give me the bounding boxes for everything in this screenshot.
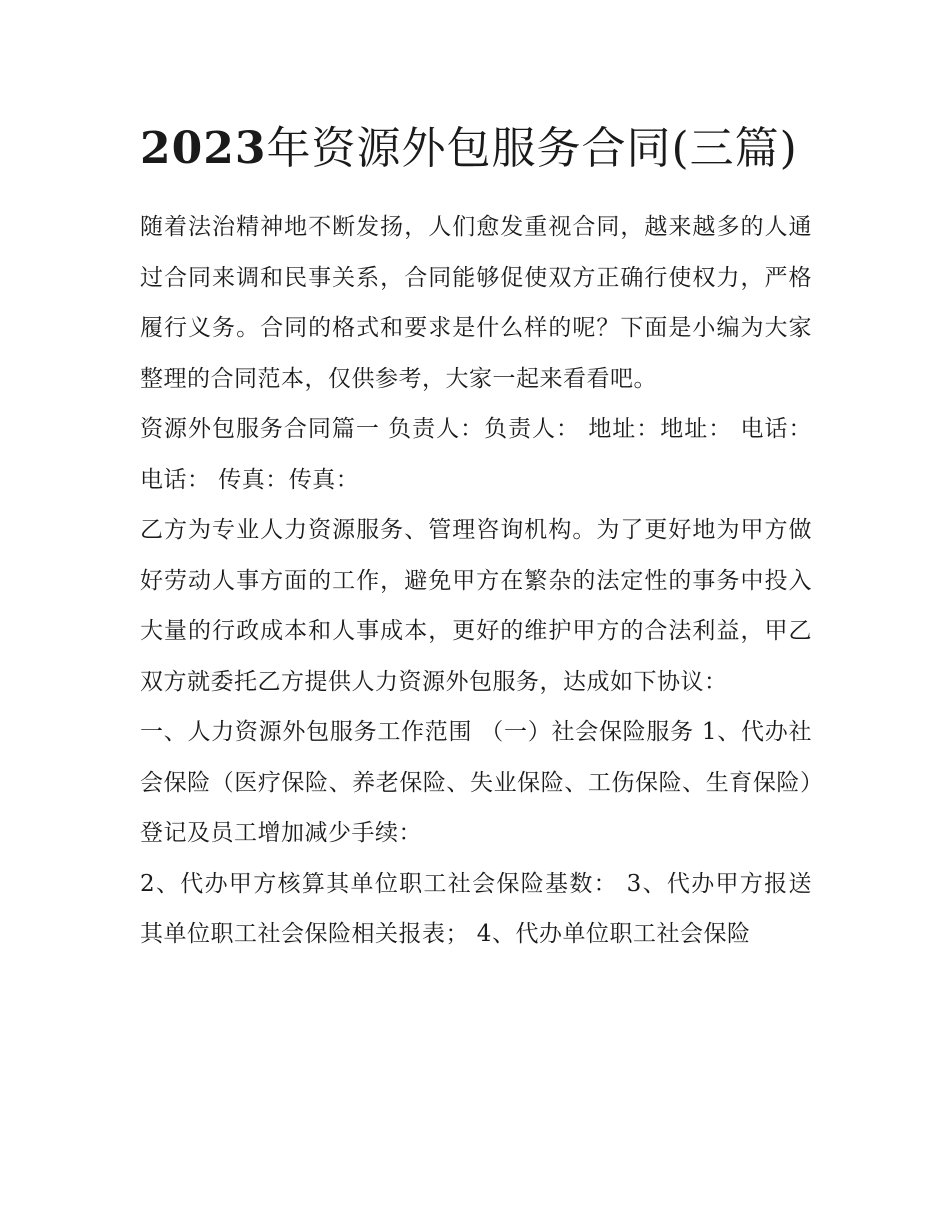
paragraph-items: 2、代办甲方核算其单位职工社会保险基数： 3、代办甲方报送其单位职工社会保险相关报表； 4、代办单位职工社会保险	[140, 870, 812, 947]
paragraph-scope: 一、人力资源外包服务工作范围 （一）社会保险服务 1、代办社会保险（医疗保险、养老保险、失业保险、工伤保险、生育保险）登记及员工增加减少手续：	[140, 719, 812, 846]
title-text: 年资源外包服务合同(三篇)	[266, 123, 798, 174]
document-title	[140, 112, 812, 186]
paragraph-contract-header: 资源外包服务合同篇一 负责人：负责人： 地址：地址： 电话：电话： 传真：传真：	[140, 416, 812, 493]
document-page	[140, 112, 812, 960]
paragraph-intro: 随着法治精神地不断发扬，人们愈发重视合同，越来越多的人通过合同来调和民事关系，合同能够促使双方正确行使权力，严格履行义务。合同的格式和要求是什么样的呢？下面是小编为大家整理的合同范本，仅供参考，大家一起来看看吧。	[140, 214, 812, 392]
title-year: 2023	[140, 123, 267, 174]
paragraph-purpose: 乙方为专业人力资源服务、管理咨询机构。为了更好地为甲方做好劳动人事方面的工作，避免甲方在繁杂的法定性的事务中投入大量的行政成本和人事成本，更好的维护甲方的合法利益，甲乙双方就委托乙方提供人力资源外包服务，达成如下协议：	[140, 517, 812, 695]
